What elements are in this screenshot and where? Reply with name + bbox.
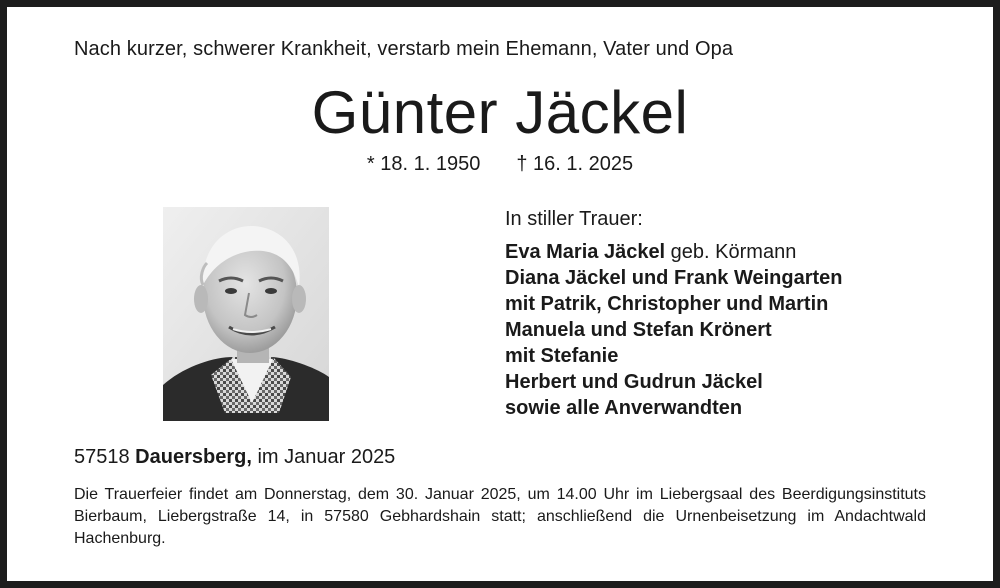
birth-date: * 18. 1. 1950 xyxy=(366,153,481,175)
death-date: † 16. 1. 2025 xyxy=(516,153,634,175)
mourner-line: Herbert und Gudrun Jäckel xyxy=(505,371,763,393)
intro-text: Nach kurzer, schwerer Krankheit, verstarb mein Ehemann, Vater und Opa xyxy=(74,38,734,60)
mourners-list xyxy=(505,206,843,421)
town-name: Dauersberg, xyxy=(135,446,252,468)
mourner-line: mit Patrik, Christopher und Martin xyxy=(505,293,829,315)
mourner-name: Eva Maria Jäckel xyxy=(505,241,666,263)
life-dates xyxy=(0,153,1000,176)
portrait-photo xyxy=(163,207,329,421)
place-and-date xyxy=(74,446,395,469)
mourners-heading: In stiller Trauer: xyxy=(505,208,643,230)
mourner-maiden-name: geb. Körmann xyxy=(665,241,797,263)
mourner-line: Diana Jäckel und Frank Weingarten xyxy=(505,267,843,289)
postal-code: 57518 xyxy=(74,446,136,468)
month-year: im Januar 2025 xyxy=(251,446,396,468)
mourner-line: Manuela und Stefan Krönert xyxy=(505,319,772,341)
funeral-notice: Die Trauerfeier findet am Donnerstag, dem 30. Januar 2025, um 14.00 Uhr im Liebergsaal des Beerdigungsinstituts Bierbaum, Liebergstraße 14, in 57580 Gebhardshain statt; anschließend die Urnenbeisetzung im Andachtwald Hachenburg. xyxy=(74,486,926,547)
mourner-line: sowie alle Anverwandten xyxy=(505,397,743,419)
mourner-line: mit Stefanie xyxy=(505,345,619,367)
deceased-name: Günter Jäckel xyxy=(311,79,689,146)
mourner-line xyxy=(505,239,843,265)
